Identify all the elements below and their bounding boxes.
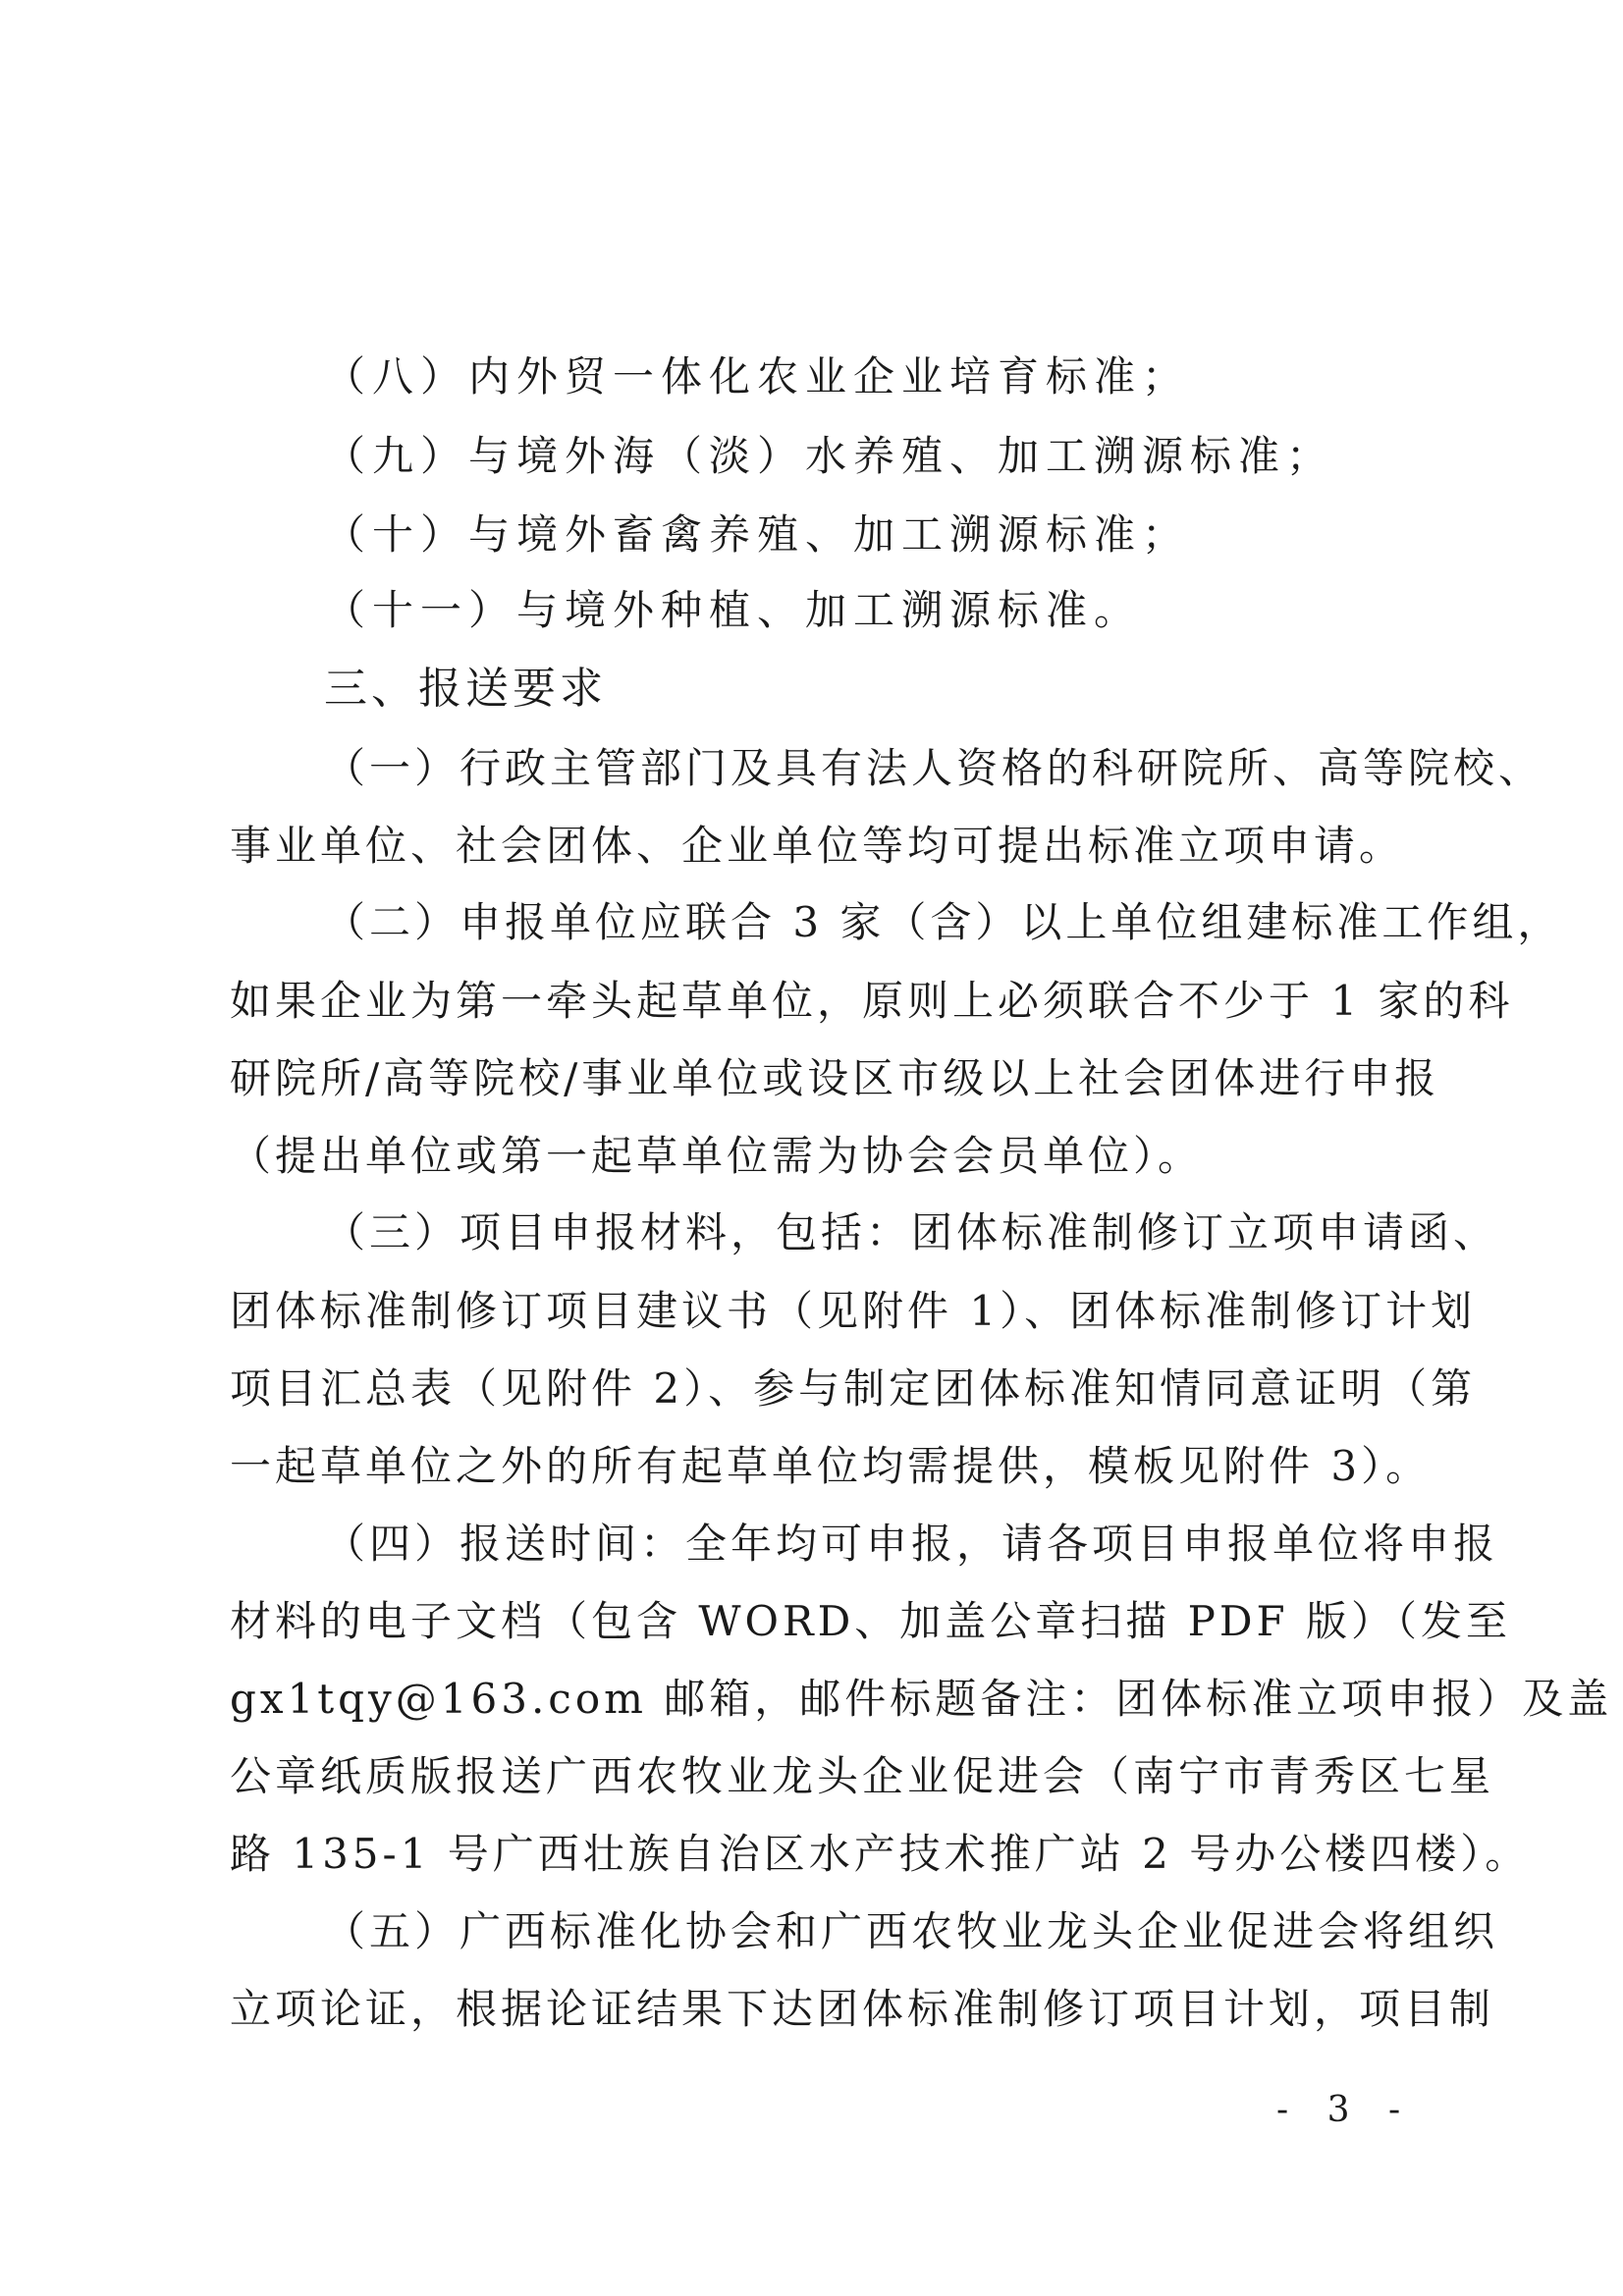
- paragraph-line: 研院所/高等院校/事业单位或设区市级以上社会团体进行申报: [230, 1054, 1440, 1102]
- list-item: （十）与境外畜禽养殖、加工溯源标准；: [324, 510, 1191, 559]
- paragraph-line: 项目汇总表（见附件 2）、参与制定团体标准知情同意证明（第: [230, 1364, 1477, 1413]
- paragraph-line: 立项论证，根据论证结果下达团体标准制修订项目计划，项目制: [230, 1985, 1495, 2033]
- page-number: - 3 -: [1276, 2090, 1415, 2130]
- paragraph-line: gx1tqy@163.com 邮箱，邮件标题备注：团体标准立项申报）及盖: [230, 1675, 1613, 1723]
- list-item: （十一）与境外种植、加工溯源标准。: [324, 586, 1143, 634]
- paragraph-line: 团体标准制修订项目建议书（见附件 1）、团体标准制修订计划: [230, 1287, 1477, 1335]
- paragraph-line: （二）申报单位应联合 3 家（含）以上单位组建标准工作组，: [324, 898, 1563, 946]
- paragraph-line: （一）行政主管部门及具有法人资格的科研院所、高等院校、: [324, 744, 1544, 792]
- paragraph-line: （五）广西标准化协会和广西农牧业龙头企业促进会将组织: [324, 1907, 1499, 1955]
- section-heading: 三、报送要求: [324, 664, 607, 714]
- paragraph-line: （四）报送时间：全年均可申报，请各项目申报单位将申报: [324, 1520, 1499, 1568]
- paragraph-line: 如果企业为第一牵头起草单位，原则上必须联合不少于 1 家的科: [230, 977, 1514, 1025]
- paragraph-line: 材料的电子文档（包含 WORD、加盖公章扫描 PDF 版）（发至: [230, 1597, 1512, 1645]
- paragraph-line: （三）项目申报材料，包括：团体标准制修订立项申请函、: [324, 1208, 1499, 1256]
- paragraph-line: 事业单位、社会团体、企业单位等均可提出标准立项申请。: [230, 822, 1405, 870]
- paragraph-line: 路 135-1 号广西壮族自治区水产技术推广站 2 号办公楼四楼）。: [230, 1830, 1531, 1878]
- list-item: （九）与境外海（淡）水养殖、加工溯源标准；: [324, 432, 1335, 480]
- paragraph-line: 一起草单位之外的所有起草单位均需提供，模板见附件 3）。: [230, 1442, 1432, 1490]
- paragraph-line: 公章纸质版报送广西农牧业龙头企业促进会（南宁市青秀区七星: [230, 1752, 1495, 1800]
- paragraph-line: （提出单位或第一起草单位需为协会会员单位）。: [230, 1132, 1204, 1180]
- list-item: （八）内外贸一体化农业企业培育标准；: [324, 352, 1191, 400]
